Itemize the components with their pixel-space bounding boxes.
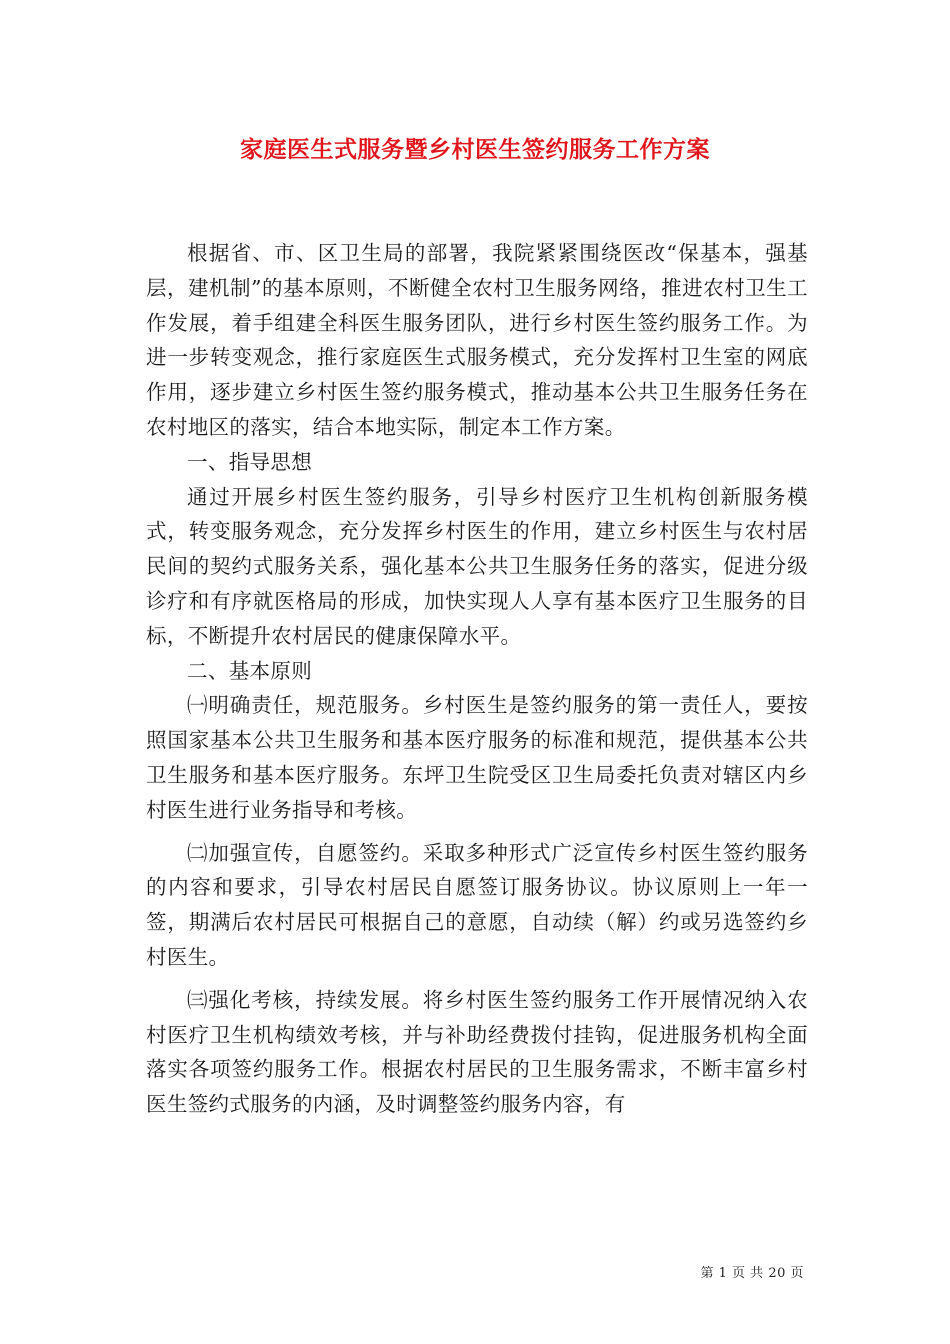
principle-paragraph-1: ㈠明确责任，规范服务。乡村医生是签约服务的第一责任人，要按照国家基本公共卫生服务和基本医疗服务的标准和规范，提供基本公共卫生服务和基本医疗服务。东坪卫生院受区卫生局委托负责对辖区内乡村医生进行业务指导和考核。	[146, 693, 808, 822]
section-paragraph-guiding-thought: 通过开展乡村医生签约服务，引导乡村医疗卫生机构创新服务模式，转变服务观念，充分发挥乡村医生的作用，建立乡村医生与农村居民间的契约式服务关系，强化基本公共卫生服务任务的落实，促进分级诊疗和有序就医格局的形成，加快实现人人享有基本医疗卫生服务的目标，不断提升农村居民的健康保障水平。	[146, 484, 808, 648]
section-heading-basic-principles: 二、基本原则	[187, 658, 313, 683]
principle-paragraph-3: ㈢强化考核，持续发展。将乡村医生签约服务工作开展情况纳入农村医疗卫生机构绩效考核，并与补助经费拨付挂钩，促进服务机构全面落实各项签约服务工作。根据农村居民的卫生服务需求，不断丰富乡村医生签约式服务的内涵，及时调整签约服务内容，有	[146, 987, 808, 1117]
intro-paragraph: 根据省、市、区卫生局的部署，我院紧紧围绕医改“保基本，强基层，建机制”的基本原则，不断健全农村卫生服务网络，推进农村卫生工作发展，着手组建全科医生服务团队，进行乡村医生签约服务工作。为进一步转变观念，推行家庭医生式服务模式，充分发挥村卫生室的网底作用，逐步建立乡村医生签约服务模式，推动基本公共卫生服务任务在农村地区的落实，结合本地实际，制定本工作方案。	[146, 241, 808, 439]
document-body	[146, 236, 808, 1122]
section-heading-guiding-thought: 一、指导思想	[187, 449, 313, 474]
principle-paragraph-2: ㈡加强宣传，自愿签约。采取多种形式广泛宣传乡村医生签约服务的内容和要求，引导农村居民自愿签订服务协议。协议原则上一年一签，期满后农村居民可根据自己的意愿，自动续（解）约或另选签约乡村医生。	[146, 840, 808, 969]
page-number-footer: 第 1 页 共 20 页	[700, 1266, 804, 1281]
document-title: 家庭医生式服务暨乡村医生签约服务工作方案	[240, 136, 710, 163]
